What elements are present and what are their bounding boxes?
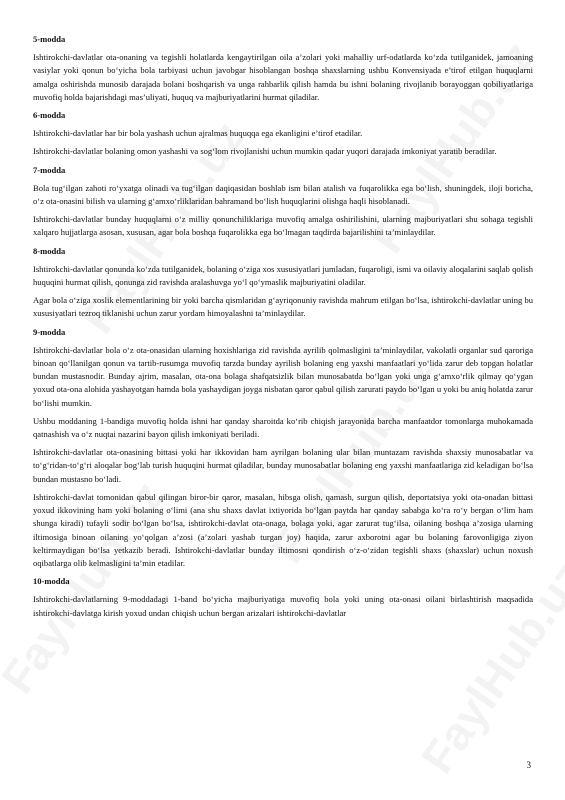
article-heading: 7-modda bbox=[33, 164, 66, 175]
article-heading: 6-modda bbox=[33, 110, 66, 121]
paragraph: Ishtirokchi-davlatlar ota-onasining bittasi yoki har ikkovidan ham ayrilgan bolaning ular bilan muntazam ravishda shaxsiy munosabatlar va to‘g‘ridan-to‘g‘ri aloqalar bog‘lab turish huquqini hurmat qiladilar, bunday munosabatlar bolaning eng yaxshi manfaatlariga zid keladigan bo‘lsa bundan mustasno bo‘ladi. bbox=[33, 447, 533, 484]
paragraph: Ishtirokchi-davlatlar ota-onaning va tegishli holatlarda kengaytirilgan oila a’zolari yoki mahalliy urf-odatlarda ko‘zda tutilganidek, jamoaning vasiylar yoki qonun bo‘yicha bola tarbiyasi uchun javobgar hisoblangan boshqa shaxslarning ushbu Konvensiyada e’tirof etilgan huquqlarni amalga oshirishda munosib darajada bolani boshqarish va unga rahbarlik qilish hamda bu ishni bolaning rivojlanib borayoggan qobiliyatlariga muvofiq holda bajarishdagi mas’uliyati, huquq va majburiyatlarini hurmat qiladilar. bbox=[33, 52, 533, 102]
paragraph: Bola tug‘ilgan zahoti ro‘yxatga olinadi va tug‘ilgan daqiqasidan boshlab ism bilan atalish va fuqarolikka ega bo‘lish, shuningdek, iloji boricha, o‘z ota-onasini bilish va ularning g‘amxo‘rliklaridan bahramand bo‘lish huquqlarini olishga haqli hisoblanadi. bbox=[33, 182, 533, 207]
paragraph: Ishtirokchi-davlat tomonidan qabul qilingan biror-bir qaror, masalan, hibsga olish, qamash, surgun qilish, deportatsiya yoki ota-onadan bittasi yoxud ikkovining ham yoki bolaning o‘limi (ana shu shaxs davlat ixtiyorida bo‘lgan paytda har qanday sababga ko‘ra ro‘y bergan o‘lim ham shunga kiradi) tufayli sodir bo‘lgan bo‘lsa, ishtirokchi-davlat ota-onaga, bolaga yoki, agar zarurat tug‘ilsa, oilaning boshqa a’zosiga ularning iltimosiga binoan oilaning yo‘qolgan a’zosi (a’zolari yashab turgan joy) haqida, zarur axborotni agar bu bolaning farovonligiga ziyon keltirmaydigan bo‘lsa yetkazib beradi. Ishtirokchi-davlatlar bunday iltimosni qondirish o‘z-o‘zidan tegishli shaxs (shaxslar) uchun noxush oqibatlarga olib kelmasligini ta’min etadilar. bbox=[33, 491, 533, 568]
paragraph: Ishtirokchi-davlatlar qonunda ko‘zda tutilganidek, bolaning o‘ziga xos xususiyatlari jumladan, fuqaroligi, ismi va oilaviy aloqalarini saqlab qolish huquqini hurmat qilish, qonunga zid ravishda aralashuvga yo‘l qo‘ymaslik majburiyatini oladilar. bbox=[33, 263, 533, 288]
article-heading: 9-modda bbox=[33, 326, 66, 337]
paragraph: Ushbu moddaning 1-bandiga muvofiq holda ishni har qanday sharoitda ko‘rib chiqish jarayonida barcha manfaatdor tomonlarga muhokamada qatnashish va o‘z nuqtai nazarini bayon qilish imkoniyati beriladi. bbox=[33, 415, 533, 440]
paragraph: Ishtirokchi-davlatlar bunday huquqlarni o‘z milliy qonunchiliklariga muvofiq amalga oshirilishini, ularning majburiyatlari shu sohaga tegishli xalqaro hujjatlarga asosan, xususan, agar bola boshqa fuqarolikka ega bo‘lmagan taqdirda bajarilishini ta’minlaydilar. bbox=[33, 214, 533, 238]
paragraph: Ishtirokchi-davlatlar har bir bola yashash uchun ajralmas huquqqa ega ekanligini e’tirof etadilar. bbox=[33, 128, 363, 139]
article-heading: 8-modda bbox=[33, 245, 66, 256]
paragraph: Ishtirokchi-davlatlar bolaning omon yashashi va sog‘lom rivojlanishi uchun mumkin qadar yuqori darajada imkoniyat yaratib beradilar. bbox=[33, 146, 497, 157]
article-heading: 10-modda bbox=[33, 576, 70, 587]
page-number: 3 bbox=[526, 760, 531, 770]
paragraph: Ishtirokchi-davlatlar bola o‘z ota-onasidan ularning hoxishlariga zid ravishda ayrilib qolmasligini ta’minlaydilar, vakolatli organlar sud qaroriga binoan qo‘llanilgan qonun va tartib-rusumga muvofiq tarzda bunday ayrilish bolaning eng yaxshi manfaatlari yo‘lida zarur deb topgan holatlar bundan mustasnodir. Bunday ajrim, masalan, ota-ona bolaga shafqatsizlik bilan munosabatda bo‘lgan yoki unga g‘amxo‘rlik qilmay qo‘ygan yoxud ota-ona alohida yashayotgan hamda bola yashaydigan joyga nisbatan qaror qabul qilish zarurati paydo bo‘lgan u yoki bu aniq holatda zarur bo‘lishi mumkin. bbox=[33, 344, 533, 408]
article-heading: 5-modda bbox=[33, 34, 66, 44]
paragraph: Ishtirokchi-davlatlarning 9-moddadagi 1-band bo‘yicha majburiyatiga muvofiq bola yoki uning ota-onasi oilani birlashtirish maqsadida ishtirokchi-davlatga kirish yoxud undan chiqish uchun bergan arizalari ishtirokchi-davlatlar bbox=[33, 594, 533, 618]
paragraph: Agar bola o‘ziga xoslik elementlarining bir yoki barcha qismlaridan g‘ayriqonuniy ravishda mahrum etilgan bo‘lsa, ishtirokchi-davlatlar uning bu xususiyatlari tezroq tiklanishi uchun zarur yordam himoyalashni ta’minlaydilar. bbox=[33, 295, 533, 319]
document-body bbox=[33, 33, 533, 625]
